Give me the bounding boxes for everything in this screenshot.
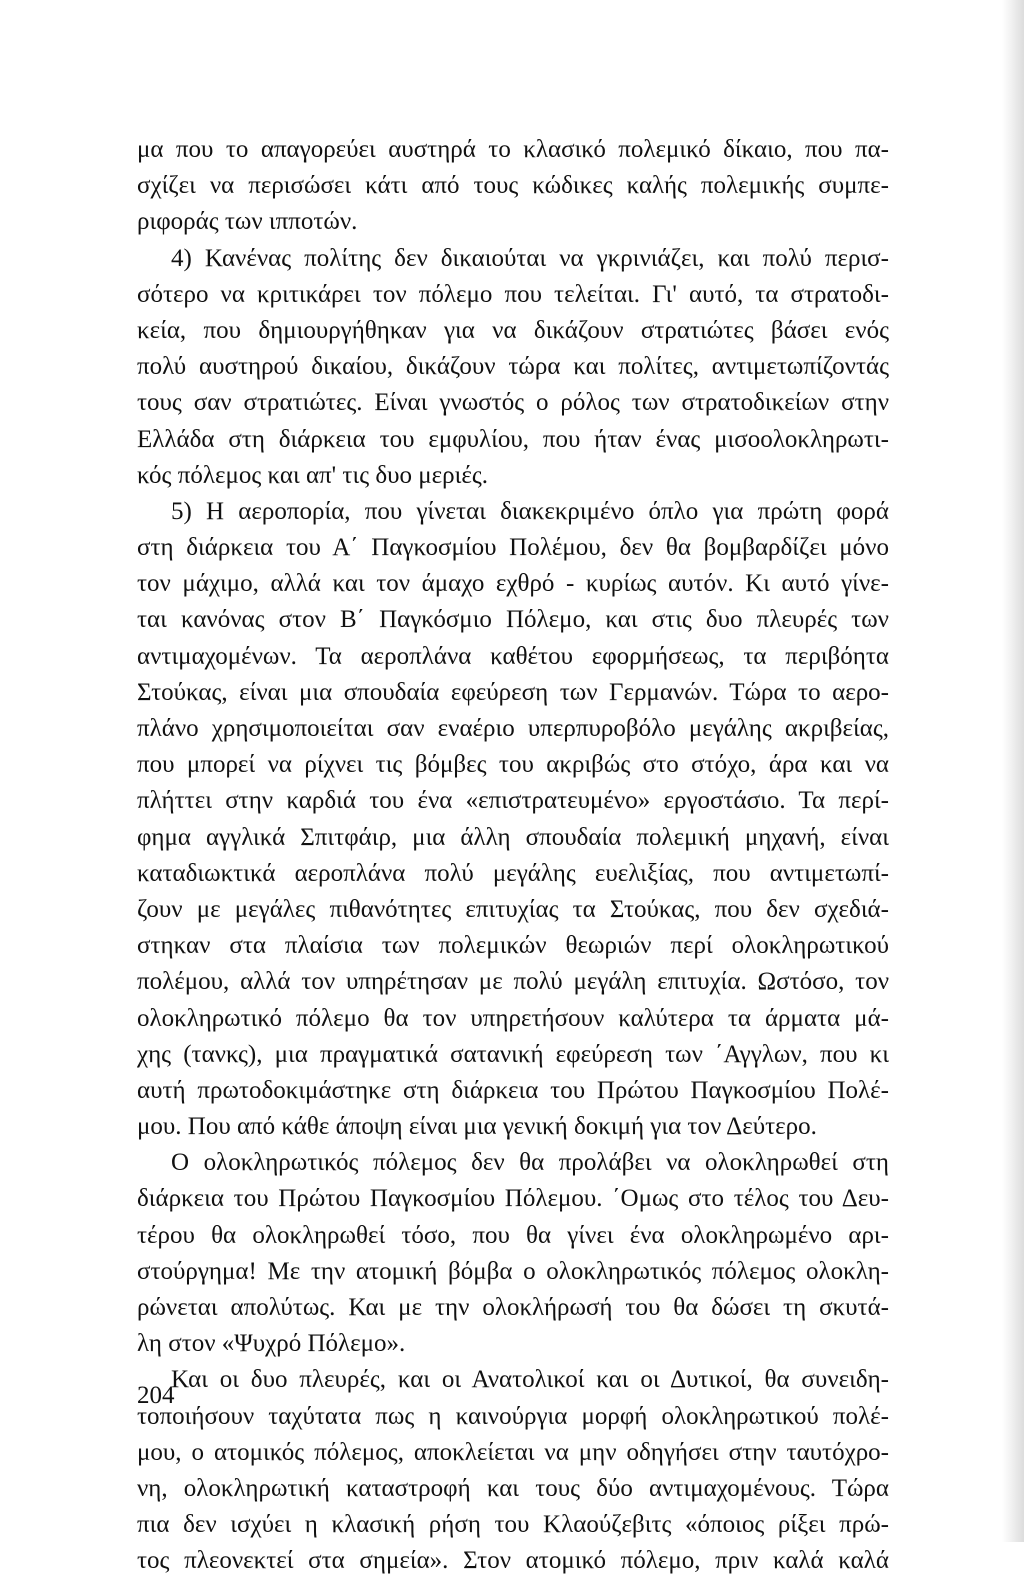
text-line: Στούκας, είναι μια σπουδαία εφεύρεση των Γερμανών. Τώρα το αερο-: [137, 678, 889, 706]
page-number: 204: [137, 1382, 175, 1409]
text-line: στούργημα! Με την ατομική βόμβα ο ολοκληρωτικός πόλεμος ολοκλη-: [137, 1257, 889, 1285]
text-line: Ελλάδα στη διάρκεια του εμφυλίου, που ήταν ένας μισοολοκληρωτι-: [137, 425, 889, 453]
text-line: φημα αγγλικά Σπιτφάιρ, μια άλλη σπουδαία πολεμική μηχανή, είναι: [137, 823, 889, 851]
text-line: πλάνο χρησιμοποιείται σαν εναέριο υπερπυροβόλο μεγάλης ακριβείας,: [137, 715, 889, 742]
text-line: κεία, που δημιουργήθηκαν για να δικάζουν στρατιώτες βάσει ενός: [137, 316, 889, 344]
text-line: αυτή πρωτοδοκιμάστηκε στη διάρκεια του Πρώτου Παγκοσμίου Πολέ-: [137, 1076, 889, 1104]
text-line: μου, ο ατομικός πόλεμος, αποκλείεται να μην οδηγήσει στην ταυτόχρο-: [137, 1438, 889, 1466]
text-line: ολοκληρωτικό πόλεμο θα τον υπηρετήσουν καλύτερα τα άρματα μά-: [137, 1004, 889, 1032]
text-line: λη στον «Ψυχρό Πόλεμο».: [137, 1330, 406, 1358]
text-line: τους σαν στρατιώτες. Είναι γνωστός ο ρόλος των στρατοδικείων στην: [137, 389, 889, 417]
text-line: στηκαν στα πλαίσια των πολεμικών θεωριών περί ολοκληρωτικού: [137, 932, 889, 960]
text-line: πολέμου, αλλά τον υπηρέτησαν με πολύ μεγάλη επιτυχία. Ωστόσο, τον: [137, 968, 889, 996]
text-line: μα που το απαγορεύει αυστηρά το κλασικό πολεμικό δίκαιο, που πα-: [137, 136, 889, 163]
body-text: [137, 132, 889, 1580]
text-line: που μπορεί να ρίχνει τις βόμβες του ακριβώς στο στόχο, άρα και να: [137, 751, 889, 779]
text-line: ζουν με μεγάλες πιθανότητες επιτυχίας τα Στούκας, που δεν σχεδιά-: [137, 895, 889, 923]
scan-edge: [1002, 0, 1024, 1542]
text-line: τον μάχιμο, αλλά και τον άμαχο εχθρό - κυρίως αυτόν. Κι αυτό γίνε-: [137, 570, 889, 598]
text-line: χης (τανκς), μια πραγματικά σατανική εφεύρεση των ΄Αγγλων, που κι: [137, 1040, 889, 1068]
text-line: 4) Κανένας πολίτης δεν δικαιούται να γκρινιάζει, και πολύ περισ-: [171, 244, 889, 272]
text-line: καταδιωκτικά αεροπλάνα πολύ μεγάλης ευελιξίας, που αντιμετωπί-: [137, 859, 889, 887]
text-line: Και οι δυο πλευρές, και οι Ανατολικοί και οι Δυτικοί, θα συνειδη-: [171, 1366, 889, 1394]
text-line: στη διάρκεια του Α΄ Παγκοσμίου Πολέμου, δεν θα βομβαρδίζει μόνο: [137, 534, 889, 562]
text-line: τος πλεονεκτεί στα σημεία». Στον ατομικό πόλεμο, πριν καλά καλά: [137, 1547, 889, 1575]
text-line: μου. Που από κάθε άποψη είναι μια γενική δοκιμή για τον Δεύτερο.: [137, 1113, 817, 1141]
text-line: κός πόλεμος και απ' τις δυο μεριές.: [137, 461, 489, 489]
text-line: αντιμαχομένων. Τα αεροπλάνα καθέτου εφορμήσεως, τα περιβόητα: [137, 642, 889, 670]
text-line: πλήττει στην καρδιά του ένα «επιστρατευμένο» εργοστάσιο. Τα περί-: [137, 787, 889, 815]
text-line: σχίζει να περισώσει κάτι από τους κώδικες καλής πολεμικής συμπε-: [137, 172, 889, 200]
text-line: πολύ αυστηρού δικαίου, δικάζουν τώρα και πολίτες, αντιμετωπίζοντάς: [137, 353, 889, 381]
text-line: ριφοράς των ιπποτών.: [137, 208, 358, 236]
text-line: διάρκεια του Πρώτου Παγκοσμίου Πόλεμου. ΄Ομως στο τέλος του Δευ-: [137, 1185, 889, 1213]
text-line: ρώνεται απολύτως. Και με την ολοκλήρωσή του θα δώσει τη σκυτά-: [137, 1294, 889, 1321]
text-line: 5) Η αεροπορία, που γίνεται διακεκριμένο όπλο για πρώτη φορά: [171, 497, 889, 525]
text-line: τέρου θα ολοκληρωθεί τόσο, που θα γίνει ένα ολοκληρωμένο αρι-: [137, 1221, 889, 1249]
text-line: νη, ολοκληρωτική καταστροφή και τους δύο αντιμαχομένους. Τώρα: [137, 1474, 889, 1502]
text-line: ται κανόνας στον Β΄ Παγκόσμιο Πόλεμο, και στις δυο πλευρές των: [137, 606, 889, 634]
text-line: τοποιήσουν ταχύτατα πως η καινούργια μορφή ολοκληρωτικού πολέ-: [137, 1402, 889, 1430]
text-line: πια δεν ισχύει η κλασική ρήση του Κλαούζεβιτς «όποιος ρίξει πρώ-: [137, 1511, 889, 1539]
text-line: σότερο να κριτικάρει τον πόλεμο που τελείται. Γι' αυτό, τα στρατοδι-: [137, 280, 889, 308]
text-line: Ο ολοκληρωτικός πόλεμος δεν θα προλάβει να ολοκληρωθεί στη: [171, 1149, 889, 1177]
